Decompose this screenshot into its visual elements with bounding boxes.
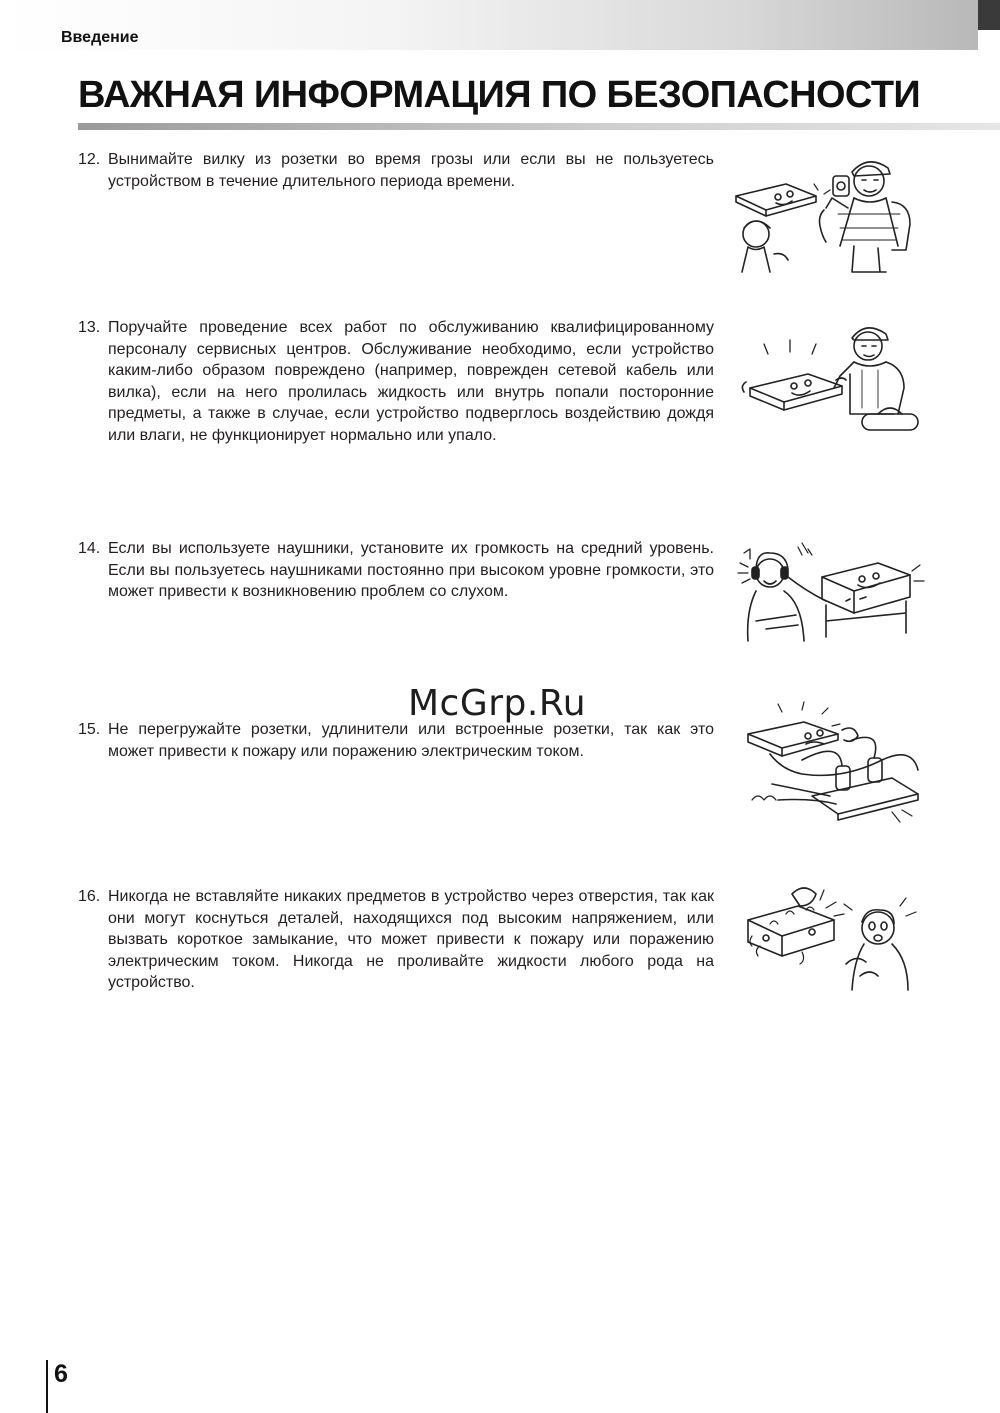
item-number: 12. xyxy=(78,151,101,168)
section-label: Введение xyxy=(61,29,139,46)
page-number-bar xyxy=(46,1360,48,1413)
item-text: Поручайте проведение всех работ по обслуживанию квалифицированному персоналу сервисных центров. Обслуживание необходимо, если устройство каким-либо образом повреждено (например, поврежден сетевой кабель или вилка), если на него пролилась жидкость или внутрь попали посторонние предметы, а также в случае, если устройство подверглось воздействию дождя или влаги, не функционирует нормально или упало. xyxy=(108,319,714,444)
corner-tab xyxy=(978,0,1000,30)
item-number: 14. xyxy=(78,540,101,557)
item-number: 13. xyxy=(78,319,101,336)
safety-item-15 xyxy=(78,719,714,762)
unplug-during-storm-illustration xyxy=(728,150,918,280)
header-band xyxy=(0,0,978,50)
page-number: 6 xyxy=(54,1360,68,1388)
item-number: 16. xyxy=(78,888,101,905)
safety-item-16 xyxy=(78,886,714,994)
overloaded-outlet-illustration xyxy=(742,700,924,826)
title-underline xyxy=(78,123,1000,130)
safety-item-12 xyxy=(78,149,714,192)
watermark-text: McGrp.Ru xyxy=(408,683,587,724)
item-text: Никогда не вставляйте никаких предметов в устройство через отверстия, так как они могут коснуться деталей, находящихся под высоким напряжением, или вызвать короткое замыкание, что может привести к пожару или поражению электрическим током. Никогда не проливайте жидкости любого рода на устройство. xyxy=(108,888,714,992)
item-text: Не перегружайте розетки, удлинители или встроенные розетки, так как это может привести к пожару или поражению электрическим током. xyxy=(108,721,714,760)
liquid-spill-illustration xyxy=(742,880,918,998)
item-text: Если вы используете наушники, установите их громкость на средний уровень. Если вы пользуетесь наушниками постоянно при высоком уровне громкости, это может привести к возникновению проблем со слухом. xyxy=(108,540,714,601)
safety-item-13 xyxy=(78,317,714,447)
safety-item-14 xyxy=(78,538,714,603)
item-number: 15. xyxy=(78,721,101,738)
headphones-volume-illustration xyxy=(736,541,926,647)
page-title: ВАЖНАЯ ИНФОРМАЦИЯ ПО БЕЗОПАСНОСТИ xyxy=(78,74,921,116)
item-text: Вынимайте вилку из розетки во время грозы или если вы не пользуетесь устройством в течение длительного периода времени. xyxy=(108,151,714,190)
service-technician-illustration xyxy=(738,318,923,436)
